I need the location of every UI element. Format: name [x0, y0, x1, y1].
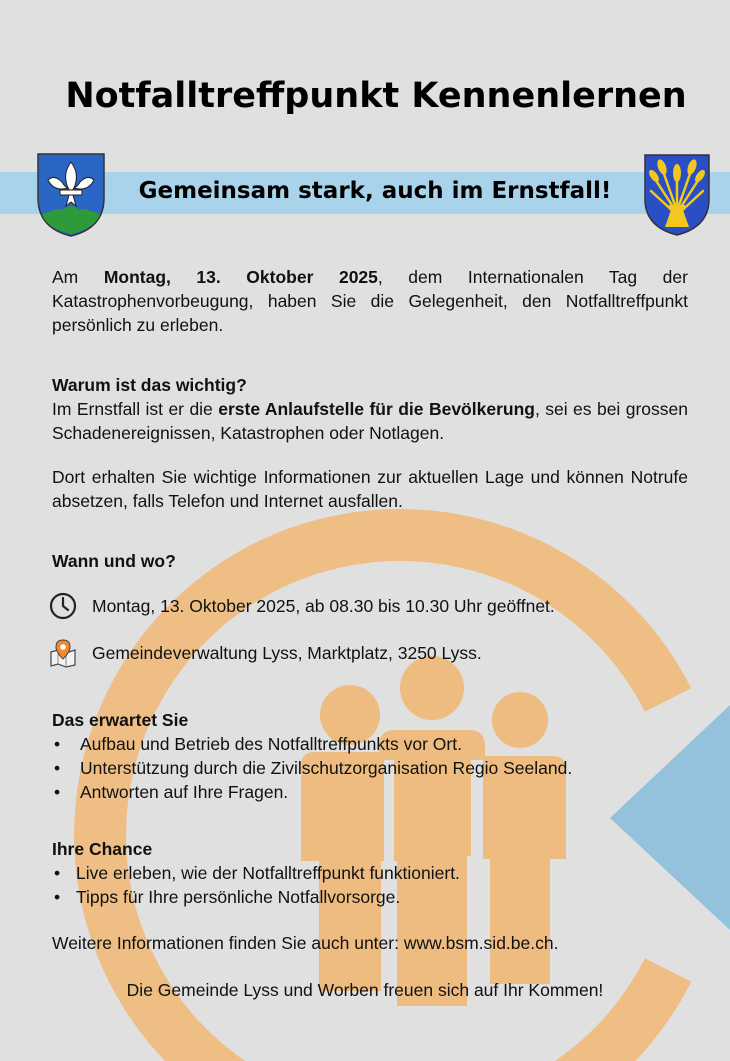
page-title: Notfalltreffpunkt Kennenlernen: [65, 76, 687, 116]
list-item: • Live erleben, wie der Notfalltreffpunkt funktioniert.: [54, 861, 690, 885]
clock-icon: [48, 591, 78, 621]
why-heading: Warum ist das wichtig?: [52, 375, 247, 395]
chance-heading: Ihre Chance: [52, 839, 153, 859]
more-info-text: Weitere Informationen finden Sie auch unter: www.bsm.sid.be.ch.: [52, 933, 559, 953]
intro-date: Montag, 13. Oktober 2025: [103, 267, 378, 287]
closing-text: Die Gemeinde Lyss und Worben freuen sich auf Ihr Kommen!: [126, 980, 604, 1000]
list-item: • Tipps für Ihre persönliche Notfallvorsorge.: [54, 885, 690, 909]
place-text: Gemeindeverwaltung Lyss, Marktplatz, 3250 Lyss.: [92, 642, 482, 663]
map-pin-icon: [48, 638, 78, 668]
time-row: [48, 591, 555, 621]
time-text: Montag, 13. Oktober 2025, ab 08.30 bis 10.30 Uhr geöffnet.: [92, 595, 555, 616]
expect-heading: Das erwartet Sie: [52, 710, 189, 730]
list-item: • Aufbau und Betrieb des Notfalltreffpunkts vor Ort.: [54, 732, 690, 756]
list-item: • Unterstützung durch die Zivilschutzorganisation Regio Seeland.: [54, 756, 690, 780]
page-subtitle: Gemeinsam stark, auch im Ernstfall!: [138, 178, 612, 204]
why-paragraph-1: [52, 397, 688, 445]
wheat-crest-icon: [643, 153, 711, 237]
list-item: • Antworten auf Ihre Fragen.: [54, 780, 690, 804]
place-row: [48, 638, 482, 668]
why-paragraph-2: Dort erhalten Sie wichtige Informationen zur aktuellen Lage und können Notrufe absetzen, falls Telefon und Internet ausfallen.: [52, 467, 688, 511]
intro-prefix: Am: [52, 267, 104, 287]
when-heading: Wann und wo?: [52, 551, 176, 571]
lily-crest-icon: [36, 152, 106, 238]
why-p1-prefix: Im Ernstfall ist er die: [52, 399, 219, 419]
why-p1-rest: , sei es bei grossen Schadenereignissen, Katastrophen oder Notlagen.: [52, 399, 689, 443]
expect-list: [54, 732, 690, 804]
intro-rest: , dem Internationalen Tag der Katastrophenvorbeugung, haben Sie die Gelegenheit, den Notfalltreffpunkt persönlich zu erleben.: [52, 267, 688, 335]
intro-paragraph: [52, 265, 688, 337]
chance-list: [54, 861, 690, 909]
why-p1-bold: erste Anlaufstelle für die Bevölkerung: [218, 399, 535, 419]
